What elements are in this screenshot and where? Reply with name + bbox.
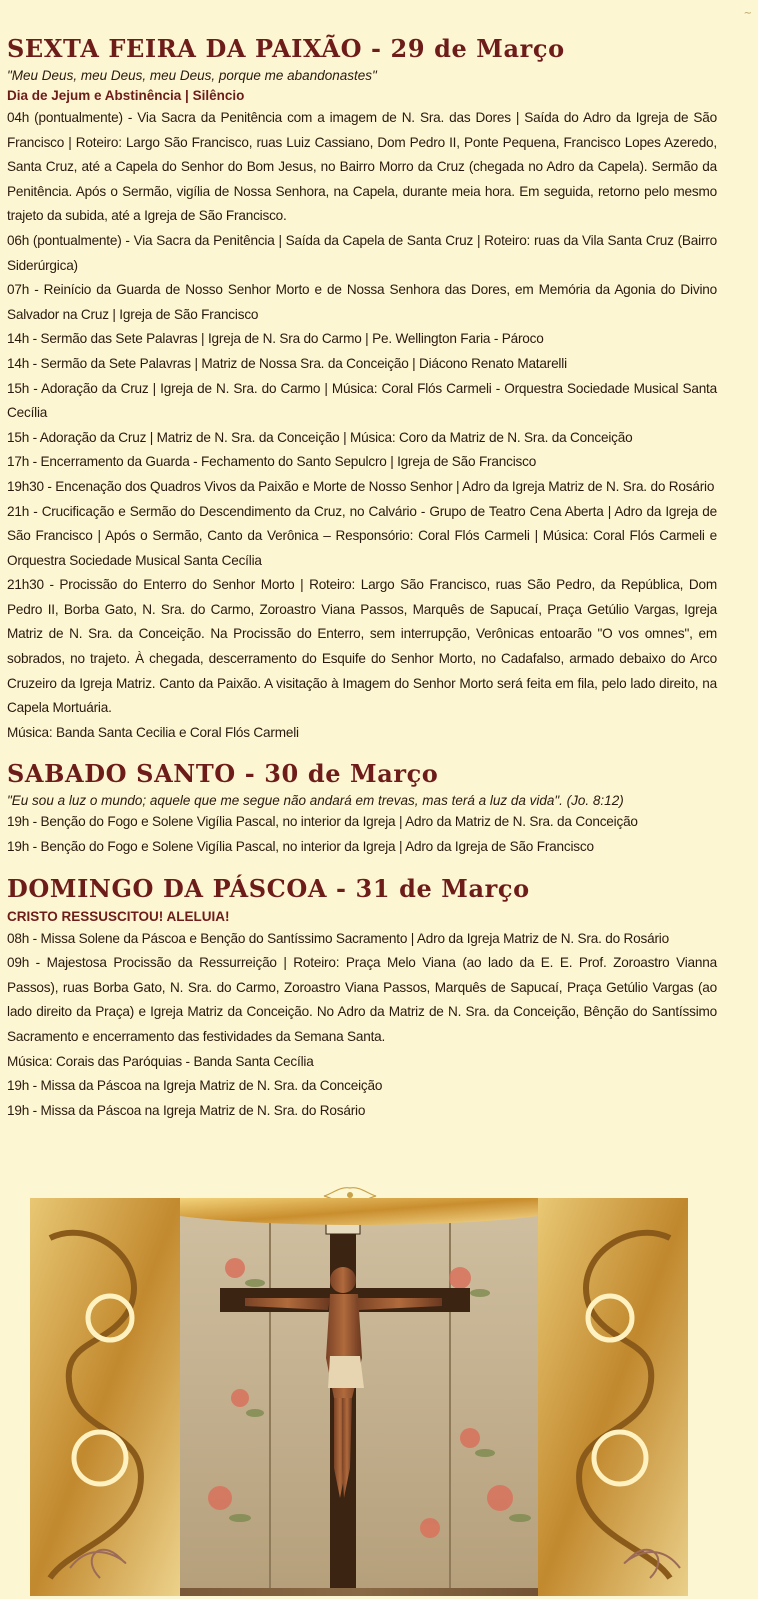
entry: 19h30 - Encenação dos Quadros Vivos da Paixão e Morte de Nosso Senhor | Adro da Igreja Matriz de N. Sra. do Rosário — [7, 478, 715, 494]
entry: 04h (pontualmente) - Via Sacra da Penitência com a imagem de N. Sra. das Dores | Saída do Adro da Igreja de São Francisco | Roteiro: Largo São Francisco, ruas Luiz Cassiano, Dom Pedro II, Ponte Pequena, Francisco Lopes Azeredo, Santa Cruz, até a Capela do Senhor do Bom Jesus, no Bairro Morro da Cruz (chegada no Adro da Capela). Sermão da Penitência. Após o Sermão, vigília de Nossa Senhora, na Capela, durante meia hora. Em seguida, retorno pelo mesmo trajeto da subida, até a Igreja de São Francisco. — [7, 110, 717, 224]
section-quote: "Eu sou a luz o mundo; aquele que me segue não andará em trevas, mas terá a luz da vida". (Jo. 8:12) — [7, 793, 624, 809]
entry: Música: Banda Santa Cecilia e Coral Flós Carmeli — [7, 724, 299, 740]
entry: 15h - Adoração da Cruz | Igreja de N. Sra. do Carmo | Música: Coral Flós Carmeli - Orquestra Sociedade Musical Santa Cecília — [7, 380, 717, 421]
corner-mark: ∼ — [743, 8, 752, 19]
section-sabado-santo — [7, 759, 717, 859]
entry: 14h - Sermão das Sete Palavras | Igreja de N. Sra do Carmo | Pe. Wellington Faria - Pároco — [7, 331, 544, 347]
entry: 19h - Missa da Páscoa na Igreja Matriz de N. Sra. do Rosário — [7, 1102, 366, 1118]
entry: 09h - Majestosa Procissão da Ressurreição | Roteiro: Praça Melo Viana (ao lado da E. E. Prof. Zoroastro Vianna Passos), ruas Borba Gato, N. Sra. do Carmo, Zoroastro Viana Passos, Marquês de Sapucaí, Praça Getúlio Vargas (ao lado direito da Praça) e Igreja Matriz da Conceição. No Adro da Matriz de N. Sra. da Conceição, Bênção do Santíssimo Sacramento e encerramento das festividades da Semana Santa. — [7, 955, 717, 1044]
entry: 19h - Benção do Fogo e Solene Vigília Pascal, no interior da Igreja | Adro da Matriz de N. Sra. da Conceição — [7, 814, 638, 830]
schedule-document — [7, 34, 717, 1137]
entry: 06h (pontualmente) - Via Sacra da Penitência | Saída da Capela de Santa Cruz | Roteiro: ruas da Vila Santa Cruz (Bairro Siderúrgica) — [7, 232, 717, 273]
section-subhead: Dia de Jejum e Abstinência | Silêncio — [7, 88, 245, 103]
entry: 14h - Sermão da Sete Palavras | Matriz de Nossa Sra. da Conceição | Diácono Renato Matarelli — [7, 355, 567, 371]
entry: Música: Corais das Paróquias - Banda Santa Cecília — [7, 1053, 314, 1069]
section-title: SEXTA FEIRA DA PAIXÃO - 29 de Março — [7, 34, 565, 63]
entry: 08h - Missa Solene da Páscoa e Benção do Santíssimo Sacramento | Adro da Igreja Matriz de N. Sra. do Rosário — [7, 930, 669, 946]
entry: 21h30 - Procissão do Enterro do Senhor Morto | Roteiro: Largo São Francisco, ruas São Pedro, da República, Dom Pedro II, Borba Gato, N. Sra. do Carmo, Zoroastro Viana Passos, Marquês de Sapucaí, Praça Getúlio Vargas, Igreja Matriz de N. Sra. da Conceição. Na Procissão do Enterro, sem interrupção, Verônicas entoarão "O vos omnes", em sobrados, no trajeto. À chegada, descerramento do Esquife do Senhor Morto, no Cadafalso, armado debaixo do Arco Cruzeiro da Igreja Matriz. Canto da Paixão. A visitação à Imagem do Senhor Morto será feita em fila, pelo lado direito, na Capela Mortuária. — [7, 577, 717, 716]
entry: 19h - Missa da Páscoa na Igreja Matriz de N. Sra. da Conceição — [7, 1078, 383, 1094]
entry: 07h - Reinício da Guarda de Nosso Senhor Morto e de Nossa Senhora das Dores, em Memória da Agonia do Divino Salvador na Cruz | Igreja de São Francisco — [7, 282, 717, 322]
section-domingo-pascoa — [7, 874, 717, 1124]
entries-list — [7, 810, 717, 859]
entry: 15h - Adoração da Cruz | Matriz de N. Sra. da Conceição | Música: Coro da Matriz de N. Sra. da Conceição — [7, 429, 633, 445]
section-subhead: CRISTO RESSUSCITOU! ALELUIA! — [7, 908, 230, 924]
section-title: SABADO SANTO - 30 de Março — [7, 759, 439, 789]
entry: 19h - Benção do Fogo e Solene Vigília Pascal, no interior da Igreja | Adro da Igreja de São Francisco — [7, 839, 594, 855]
entries-list — [7, 927, 717, 1124]
section-title: DOMINGO DA PÁSCOA - 31 de Março — [7, 873, 530, 903]
ornament-frame-icon — [60, 1498, 690, 1588]
section-sexta-feira — [7, 34, 717, 745]
entry: 17h - Encerramento da Guarda - Fechamento do Santo Sepulcro | Igreja de São Francisco — [7, 454, 537, 470]
entries-list — [7, 106, 717, 745]
section-quote: "Meu Deus, meu Deus, meu Deus, porque me abandonastes" — [7, 68, 377, 83]
entry: 21h - Crucificação e Sermão do Descendimento da Cruz, no Calvário - Grupo de Teatro Cena Aberta | Adro da Igreja de São Francisco | Após o Sermão, Canto da Verônica – Responsório: Coral Flós Carmeli | Música: Coral Flós Carmeli e Orquestra Sociedade Musical Santa Cecília — [7, 503, 717, 568]
